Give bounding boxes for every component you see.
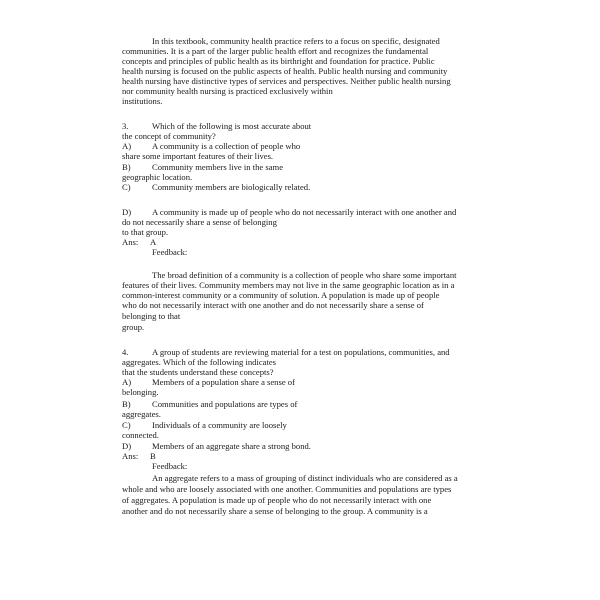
- option-b-text: Community members live in the same: [152, 162, 284, 172]
- option-d-text: do not necessarily share a sense of belonging: [122, 217, 277, 227]
- option-d-text: A community is made up of people who do not necessarily interact with one another and: [152, 207, 457, 217]
- option-a-text: belonging.: [122, 387, 159, 397]
- feedback-line: of aggregates. A population is made up of people who do not necessarily interact with one: [122, 495, 432, 505]
- option-letter: B): [122, 162, 131, 172]
- question-number: 3.: [122, 121, 129, 131]
- intro-line: In this textbook, community health practice refers to a focus on specific, designated: [152, 36, 440, 46]
- option-a-text: Members of a population share a sense of: [152, 377, 295, 387]
- feedback-line: who do not necessarily interact with one another and do not necessarily share a sense of: [122, 300, 424, 310]
- option-letter: A): [122, 141, 132, 151]
- feedback-line: group.: [122, 322, 145, 332]
- intro-line: health nursing is focused on the public aspects of health. Public health nursing and community: [122, 66, 448, 76]
- intro-line: concepts and principles of public health as its birthright and foundation for practice. Public: [122, 56, 435, 66]
- option-letter: C): [122, 182, 131, 192]
- option-c-text: Individuals of a community are loosely: [152, 420, 287, 430]
- feedback-line: whole and who are loosely associated with one another. Communities and populations are types: [122, 484, 452, 494]
- option-letter: A): [122, 377, 132, 387]
- option-a-text: A community is a collection of people who: [152, 141, 301, 151]
- option-letter: C): [122, 420, 131, 430]
- option-c-text: connected.: [122, 430, 159, 440]
- option-b-text: aggregates.: [122, 409, 161, 419]
- answer-value: A: [150, 237, 157, 247]
- answer-value: B: [150, 451, 156, 461]
- feedback-line: common-interest community or a community of solution. A population is made up of people: [122, 290, 440, 300]
- question-stem: A group of students are reviewing material for a test on populations, communities, and: [152, 347, 450, 357]
- intro-line: health nursing have distinctive types of services and perspectives. Neither public health nursing: [122, 76, 451, 86]
- option-d-text: Members of an aggregate share a strong bond.: [152, 441, 311, 451]
- question-stem: aggregates. Which of the following indicates: [122, 357, 277, 367]
- option-letter: D): [122, 441, 132, 451]
- feedback-line: another and do not necessarily share a sense of belonging to the group. A community is a: [122, 506, 428, 516]
- question-number: 4.: [122, 347, 129, 357]
- intro-line: institutions.: [122, 96, 163, 106]
- option-letter: B): [122, 399, 131, 409]
- intro-line: nor community health nursing is practiced exclusively within: [122, 86, 333, 96]
- option-c-text: Community members are biologically related.: [152, 182, 311, 192]
- feedback-line: The broad definition of a community is a collection of people who share some important: [152, 270, 457, 280]
- feedback-label: Feedback:: [152, 461, 188, 471]
- question-stem: the concept of community?: [122, 131, 216, 141]
- option-b-text: Communities and populations are types of: [152, 399, 298, 409]
- answer-label: Ans:: [122, 451, 139, 461]
- option-a-text: share some important features of their lives.: [122, 151, 274, 161]
- feedback-line: features of their lives. Community members may not live in the same geographic location as in a: [122, 280, 455, 290]
- feedback-label: Feedback:: [152, 247, 188, 257]
- feedback-line: belonging to that: [122, 311, 181, 321]
- option-d-text: to that group.: [122, 227, 169, 237]
- feedback-line: An aggregate refers to a mass of grouping of distinct individuals who are considered as a: [152, 473, 458, 483]
- intro-line: communities. It is a part of the larger public health effort and recognizes the fundamental: [122, 46, 429, 56]
- option-b-text: geographic location.: [122, 172, 193, 182]
- question-stem: that the students understand these concepts?: [122, 367, 274, 377]
- question-stem: Which of the following is most accurate about: [152, 121, 312, 131]
- option-letter: D): [122, 207, 132, 217]
- answer-label: Ans:: [122, 237, 139, 247]
